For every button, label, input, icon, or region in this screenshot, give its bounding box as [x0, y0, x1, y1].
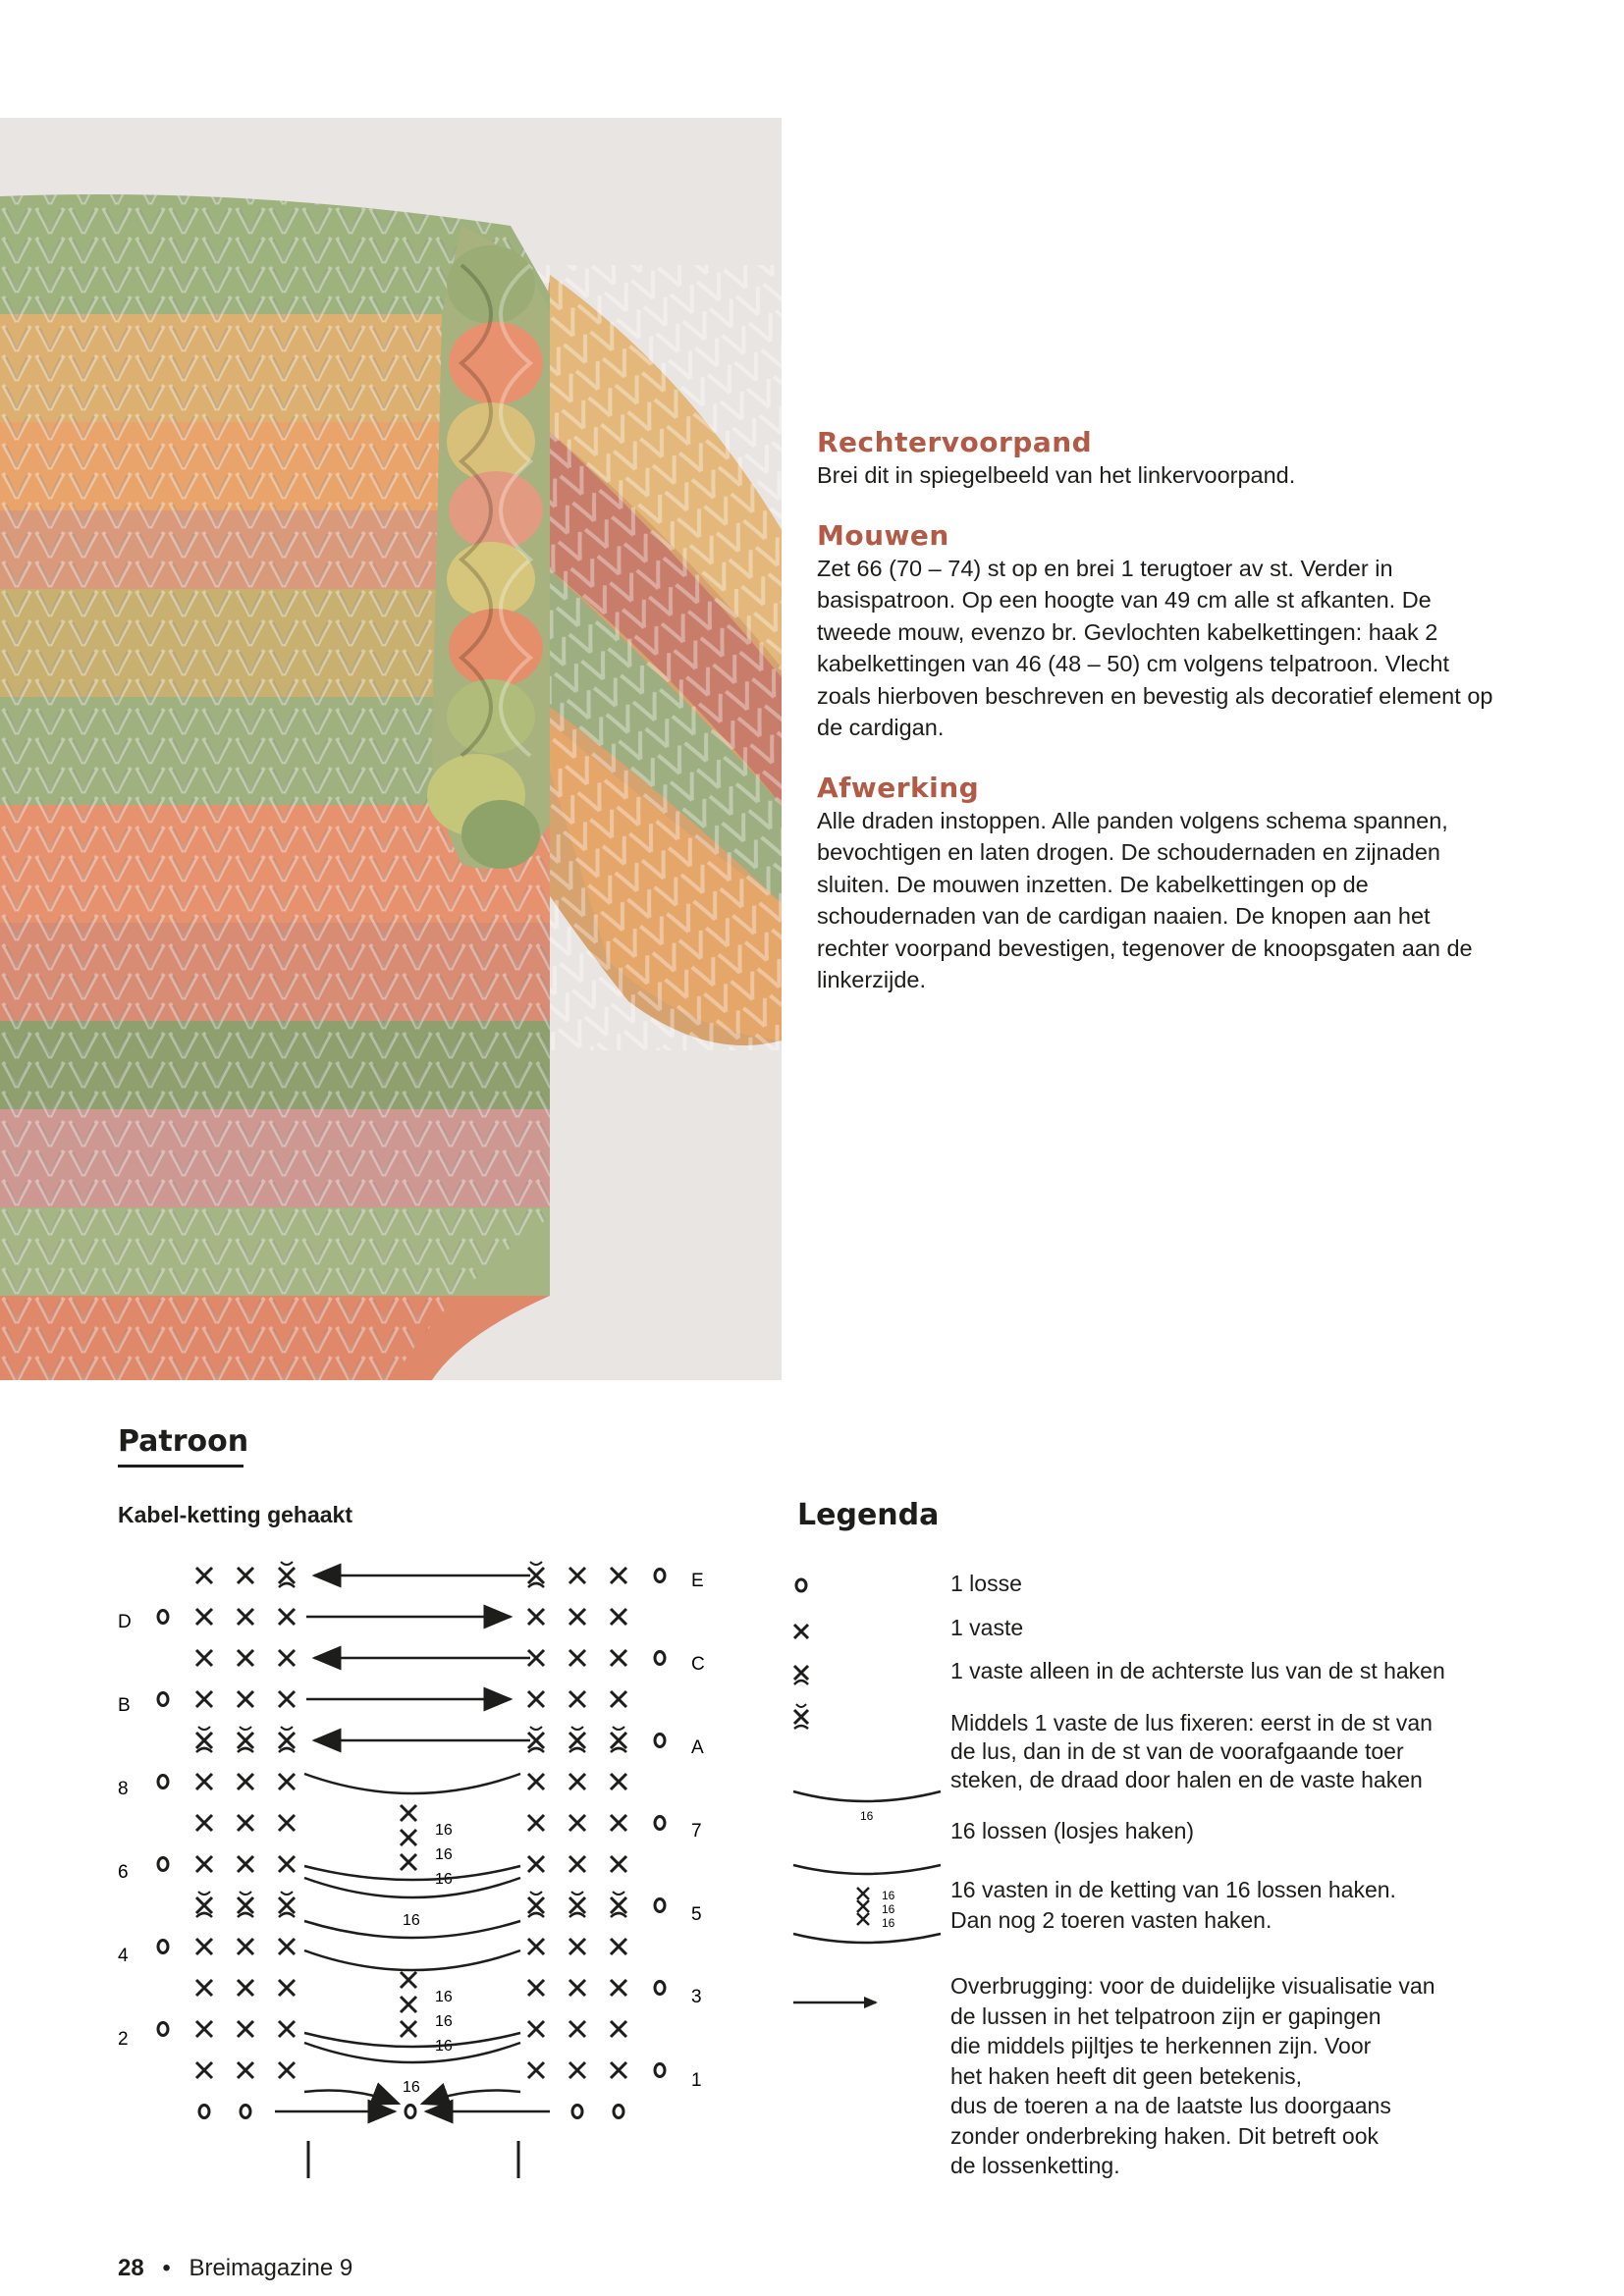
- chain-arc: [304, 1774, 520, 1793]
- sc-stitch: [611, 1733, 626, 1748]
- sc-stitch: [528, 1609, 544, 1625]
- sc-stitch: [401, 2021, 416, 2037]
- sc-stitch: [279, 1691, 295, 1707]
- footer-bullet: •: [162, 2255, 171, 2281]
- sc-stitch: [279, 1939, 295, 1954]
- back-loop-mark: [238, 1748, 253, 1752]
- chain-stitch: [655, 1735, 665, 1747]
- sc-stitch: [279, 1856, 295, 1872]
- sc-stitch: [196, 1856, 212, 1872]
- crochet-chart: [108, 1556, 736, 2194]
- back-loop-mark: [279, 1913, 295, 1917]
- row-label-right: A: [691, 1737, 704, 1758]
- fix-loop-mark: [613, 1727, 624, 1730]
- chain-stitch: [655, 1982, 665, 1995]
- sc-stitch: [528, 1980, 544, 1996]
- sc-stitch: [196, 1774, 212, 1789]
- sc-stitch: [528, 1815, 544, 1831]
- sc-stitch: [279, 1609, 295, 1625]
- back-loop-mark: [569, 1913, 585, 1917]
- chain-stitch: [614, 2106, 623, 2118]
- sc-stitch: [611, 1609, 626, 1625]
- sc-in-chain-symbol: [793, 1865, 941, 1943]
- sc-symbol: [794, 1625, 808, 1638]
- instructions-column: [817, 426, 1504, 1024]
- chain-stitch: [158, 1611, 168, 1624]
- fix-loop-mark: [240, 1892, 251, 1895]
- fix-loop-mark: [571, 1892, 583, 1895]
- count-label: 16: [882, 1889, 895, 1902]
- sc-stitch: [196, 2021, 212, 2037]
- count-label: 16: [403, 1912, 420, 1929]
- fix-loop-mark: [281, 1892, 293, 1895]
- count-label: 16: [882, 1916, 895, 1930]
- sc-stitch: [611, 1897, 626, 1913]
- count-label: 16: [882, 1902, 895, 1916]
- sc-stitch: [611, 1691, 626, 1707]
- bridge-arrow-symbol: [793, 1997, 878, 2008]
- sc-stitch: [238, 1815, 253, 1831]
- sc-stitch: [569, 1774, 585, 1789]
- back-loop-mark: [528, 1913, 544, 1917]
- sc-stitch: [196, 2062, 212, 2078]
- sc-stitch: [279, 1815, 295, 1831]
- section-text-rechtervoorpand: Brei dit in spiegelbeeld van het linkervoorpand.: [817, 462, 1296, 488]
- count-label: 16: [860, 1809, 874, 1823]
- legend-text-sc-back-loop: 1 vaste alleen in de achterste lus van de st haken: [950, 1658, 1445, 1683]
- row-label-left: 2: [118, 2029, 129, 2050]
- chain-arc: [304, 1950, 520, 1970]
- sc-stitch: [238, 1609, 253, 1625]
- sc-stitch: [238, 2021, 253, 2037]
- back-loop-mark: [279, 1748, 295, 1752]
- chain-stitch: [655, 1899, 665, 1912]
- sc-back-loop-symbol: [794, 1666, 808, 1684]
- sc-stitch: [279, 2062, 295, 2078]
- sc-stitch: [569, 1980, 585, 1996]
- fix-loop-mark: [240, 1727, 251, 1730]
- fix-loop-mark: [530, 1727, 542, 1730]
- bridge-arrow: [422, 2091, 520, 2105]
- sc-stitch: [238, 1897, 253, 1913]
- chain-stitch: [655, 1817, 665, 1830]
- sc-stitch: [238, 1568, 253, 1583]
- fix-loop-mark: [530, 1562, 542, 1565]
- sc-stitch: [401, 1972, 416, 1988]
- sc-stitch: [196, 1733, 212, 1748]
- row-label-right: E: [691, 1571, 704, 1591]
- crochet-chart-svg: [108, 1556, 736, 2194]
- sc-stitch: [569, 1856, 585, 1872]
- fix-loop-mark: [198, 1892, 210, 1895]
- row-label-left: 6: [118, 1862, 129, 1883]
- sc-stitch: [279, 2021, 295, 2037]
- row-label-left: D: [118, 1612, 132, 1632]
- section-heading-mouwen: Mouwen: [817, 518, 949, 552]
- sc-stitch: [279, 1733, 295, 1748]
- sc-stitch: [238, 2062, 253, 2078]
- count-label: 16: [435, 1822, 453, 1839]
- section-heading-afwerking: Afwerking: [817, 771, 980, 804]
- sc-stitch: [196, 1568, 212, 1583]
- chain-stitch: [655, 1652, 665, 1665]
- back-loop-mark: [196, 1913, 212, 1917]
- sc-stitch: [528, 1856, 544, 1872]
- sc-stitch: [569, 2021, 585, 2037]
- sc-stitch: [569, 1939, 585, 1954]
- sc-stitch: [401, 1854, 416, 1870]
- sc-stitch: [279, 1568, 295, 1583]
- legend-text-chain: 1 losse: [950, 1571, 1022, 1596]
- sc-stitch: [528, 1939, 544, 1954]
- sc-stitch: [611, 1939, 626, 1954]
- sc-stitch: [401, 1997, 416, 2012]
- fix-loop-mark: [530, 1892, 542, 1895]
- chain-stitch: [655, 1570, 665, 1582]
- row-label-right: 5: [691, 1904, 702, 1925]
- sc-stitch: [238, 1856, 253, 1872]
- row-label-left: 4: [118, 1946, 129, 1966]
- row-label-right: C: [691, 1654, 705, 1675]
- sc-stitch: [611, 1980, 626, 1996]
- row-label-left: 8: [118, 1779, 129, 1799]
- pattern-subheading: Kabel-ketting gehaakt: [118, 1502, 352, 1527]
- fix-loop-mark: [281, 1727, 293, 1730]
- chain-stitch: [158, 1858, 168, 1871]
- bridge-arrow: [304, 2091, 399, 2105]
- chain-stitch: [241, 2106, 250, 2118]
- sc-stitch: [569, 1609, 585, 1625]
- fix-loop-mark: [198, 1727, 210, 1730]
- sc-stitch: [238, 1774, 253, 1789]
- sc-stitch: [528, 2021, 544, 2037]
- sc-stitch: [611, 1815, 626, 1831]
- sc-stitch: [569, 1897, 585, 1913]
- legend-heading: Legenda: [797, 1498, 940, 1532]
- sc-stitch: [196, 1980, 212, 1996]
- sc-stitch: [569, 1691, 585, 1707]
- sc-stitch: [528, 2062, 544, 2078]
- back-loop-mark: [528, 1748, 544, 1752]
- chain-symbol: [796, 1579, 806, 1591]
- sc-stitch: [238, 1691, 253, 1707]
- sc-stitch: [611, 1856, 626, 1872]
- sc-stitch: [528, 1691, 544, 1707]
- chain-stitch: [199, 2106, 209, 2118]
- legend: [785, 1561, 1571, 2199]
- sc-stitch: [238, 1733, 253, 1748]
- section-text-afwerking: Alle draden instoppen. Alle panden volgens schema spannen, bevochtigen en laten drogen. De schoudernaden en zijnaden sluiten. De mouwen inzetten. De kabelkettingen op de schoudernaden van de cardigan naaien. De knopen aan het rechter voorpand bevestigen, tegenover de knoopsgaten aan de linkerzijde.: [817, 807, 1473, 992]
- back-loop-mark: [279, 1583, 295, 1587]
- back-loop-mark: [238, 1913, 253, 1917]
- sc-stitch: [611, 2021, 626, 2037]
- sc-stitch: [528, 1650, 544, 1666]
- back-loop-mark: [569, 1748, 585, 1752]
- sc-stitch: [401, 1830, 416, 1845]
- sc-stitch: [279, 1980, 295, 1996]
- sc-stitch: [238, 1650, 253, 1666]
- page-number: 28: [118, 2255, 144, 2281]
- chain-arc-symbol: [793, 1791, 941, 1823]
- legend-text-bridge: Overbrugging: voor de duidelijke visualisatie van de lussen in het telpatroon zijn er gapingen die middels pijltjes te herkennen zijn. Voor het haken heeft dit geen betekenis, dus de toeren a na de laatste lus doorgaans zonder onderbreking haken. Dit betreft ook de lossenketting.: [950, 1973, 1435, 2178]
- sc-fix-loop-symbol: [794, 1704, 808, 1729]
- count-label: 16: [435, 2038, 453, 2055]
- chain-stitch: [406, 2106, 415, 2118]
- back-loop-mark: [196, 1748, 212, 1752]
- sc-stitch: [569, 1650, 585, 1666]
- sc-stitch: [401, 1805, 416, 1821]
- fix-loop-mark: [281, 1562, 293, 1565]
- sc-stitch: [279, 1774, 295, 1789]
- row-label-right: 1: [691, 2070, 702, 2091]
- sc-stitch: [196, 1815, 212, 1831]
- sc-stitch: [196, 1897, 212, 1913]
- legend-text-chain-arc: 16 lossen (losjes haken): [950, 1818, 1195, 1843]
- sc-stitch: [569, 1568, 585, 1583]
- back-loop-mark: [611, 1913, 626, 1917]
- sc-stitch: [528, 1897, 544, 1913]
- legend-text-sc-fix-loop: Middels 1 vaste de lus fixeren: eerst in de st van de lus, dan in de st van de voorafgaande toer steken, de draad door halen en de vaste haken: [950, 1710, 1433, 1792]
- sc-stitch: [528, 1733, 544, 1748]
- sc-stitch: [196, 1650, 212, 1666]
- fix-loop-mark: [571, 1727, 583, 1730]
- legend-text-sc-in-chain: 16 vasten in de ketting van 16 lossen haken. Dan nog 2 toeren vasten haken.: [950, 1877, 1396, 1933]
- back-loop-mark: [528, 1583, 544, 1587]
- back-loop-mark: [611, 1748, 626, 1752]
- sc-stitch: [196, 1609, 212, 1625]
- sc-stitch: [569, 1815, 585, 1831]
- sc-stitch: [279, 1897, 295, 1913]
- section-heading-rechtervoorpand: Rechtervoorpand: [817, 426, 1093, 458]
- page-footer: [118, 2255, 352, 2282]
- sc-stitch: [196, 1939, 212, 1954]
- sc-stitch: [528, 1568, 544, 1583]
- magazine-name: Breimagazine 9: [189, 2255, 353, 2281]
- sc-stitch: [238, 1980, 253, 1996]
- chain-stitch: [158, 2023, 168, 2036]
- chain-stitch: [158, 1776, 168, 1789]
- sc-stitch: [528, 1774, 544, 1789]
- chain-stitch: [655, 2064, 665, 2077]
- legend-text-sc: 1 vaste: [950, 1615, 1024, 1640]
- chain-stitch: [572, 2106, 582, 2118]
- sc-stitch: [238, 1939, 253, 1954]
- sc-stitch: [611, 1568, 626, 1583]
- sc-stitch: [569, 2062, 585, 2078]
- chain-stitch: [158, 1693, 168, 1706]
- row-label-right: 3: [691, 1987, 702, 2007]
- count-label: 16: [435, 1846, 453, 1863]
- cardigan-photo: [0, 118, 782, 1380]
- sc-stitch: [279, 1650, 295, 1666]
- pattern-heading-underline: [118, 1465, 244, 1468]
- section-text-mouwen: Zet 66 (70 – 74) st op en brei 1 terugtoer av st. Verder in basispatroon. Op een hoogte van 49 cm alle st afkanten. De tweede mouw, evenzo br. Gevlochten kabelkettingen: haak 2 kabelkettingen van 46 (48 – 50) cm volgens telpatroon. Vlecht zoals hierboven beschreven en bevestig als decoratief element op de cardigan.: [817, 555, 1493, 740]
- chain-stitch: [158, 1941, 168, 1953]
- pattern-heading: Patroon: [118, 1424, 249, 1459]
- count-label: 16: [435, 2013, 453, 2030]
- sc-stitch: [611, 2062, 626, 2078]
- count-label: 16: [435, 1871, 453, 1888]
- count-label: 16: [435, 1989, 453, 2005]
- sc-stitch: [569, 1733, 585, 1748]
- fix-loop-mark: [613, 1892, 624, 1895]
- sc-stitch: [196, 1691, 212, 1707]
- count-label: 16: [403, 2079, 420, 2096]
- sc-stitch: [611, 1774, 626, 1789]
- row-label-left: B: [118, 1695, 131, 1716]
- row-label-right: 7: [691, 1821, 702, 1842]
- sc-stitch: [611, 1650, 626, 1666]
